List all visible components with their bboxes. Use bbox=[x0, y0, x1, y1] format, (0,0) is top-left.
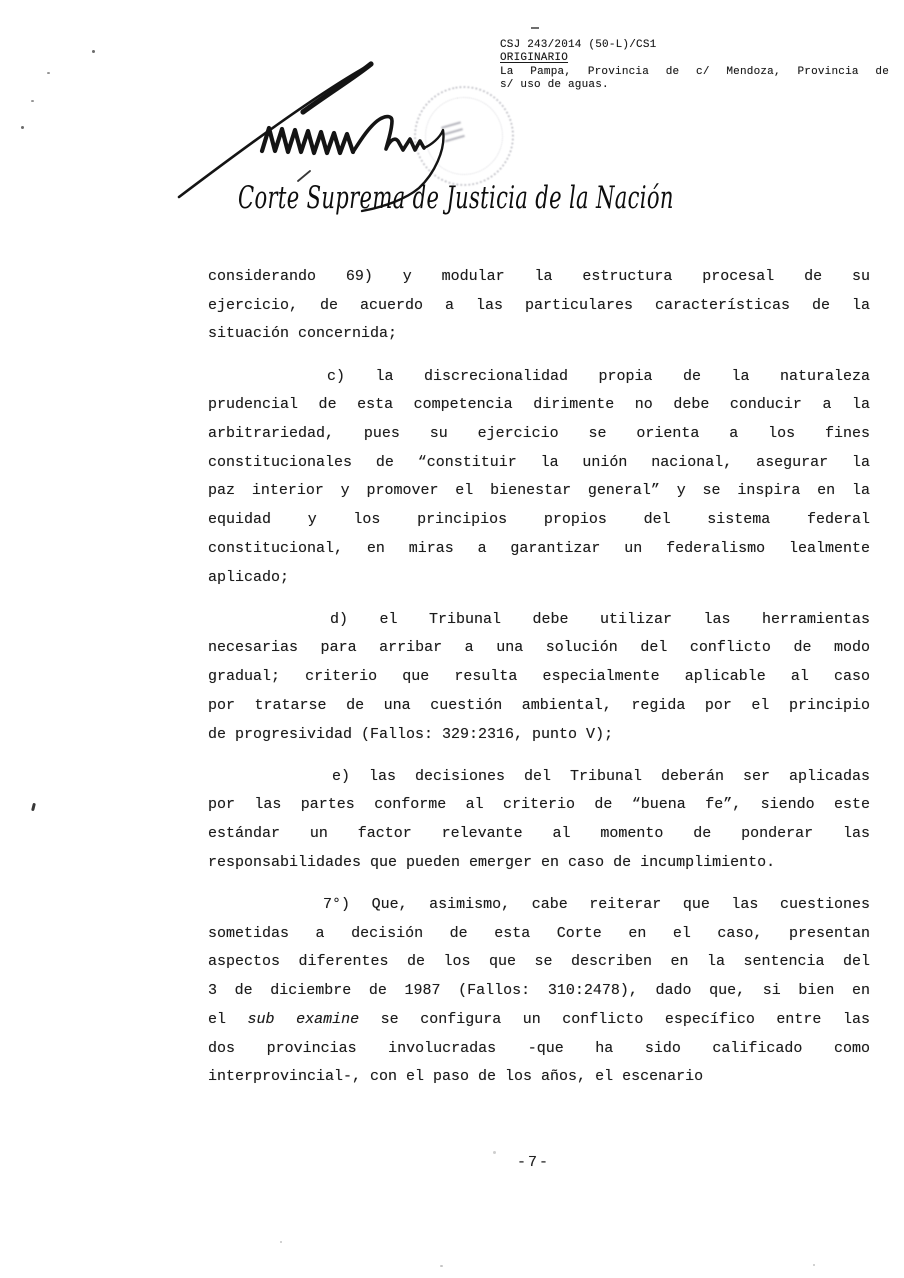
text-line: ejercicio, de acuerdo a las particulares características de la bbox=[208, 296, 870, 314]
text-line: prudencial de esta competencia dirimente no debe conducir a la bbox=[208, 396, 870, 414]
court-name-letterhead: Corte Suprema de Justicia de la Nación bbox=[238, 180, 674, 216]
paragraph bbox=[208, 263, 870, 349]
text-line: por tratarse de una cuestión ambiental, regida por el principio bbox=[208, 696, 870, 714]
text-line: arbitrariedad, pues su ejercicio se orienta a los fines bbox=[208, 425, 870, 443]
text-line: constitucional, en miras a garantizar un federalismo lealmente bbox=[208, 539, 870, 557]
case-header bbox=[500, 39, 889, 93]
text-line: situación concernida; bbox=[208, 325, 398, 343]
text-line: por las partes conforme al criterio de “buena fe”, siendo este bbox=[208, 796, 870, 814]
scan-speck bbox=[440, 1265, 443, 1267]
text-line: aplicado; bbox=[208, 568, 290, 586]
case-caption-line2: s/ uso de aguas. bbox=[500, 79, 609, 92]
text-line: 3 de diciembre de 1987 (Fallos: 310:2478), dado que, si bien en bbox=[208, 982, 870, 1000]
page-number: -7- bbox=[517, 1154, 551, 1171]
text-line: considerando 69) y modular la estructura procesal de su bbox=[208, 268, 870, 285]
text-line: aspectos diferentes de los que se describen en la sentencia del bbox=[208, 953, 870, 971]
text-line: paz interior y promover el bienestar general” y se inspira en la bbox=[208, 482, 870, 500]
text-line: sometidas a decisión de esta Corte en el caso, presentan bbox=[208, 924, 870, 942]
scan-speck bbox=[813, 1264, 815, 1266]
scan-speck bbox=[493, 1151, 496, 1154]
paragraph bbox=[208, 891, 870, 1092]
paragraph bbox=[208, 606, 870, 750]
text-line: 7°) Que, asimismo, cabe reiterar que las cuestiones bbox=[323, 896, 870, 914]
text-line: dos provincias involucradas -que ha sido calificado como bbox=[208, 1039, 870, 1057]
paragraph bbox=[208, 763, 870, 878]
text-line: d) el Tribunal debe utilizar las herramientas bbox=[330, 610, 870, 628]
case-type: ORIGINARIO bbox=[500, 52, 569, 65]
text-line: interprovincial-, con el paso de los años, el escenario bbox=[208, 1068, 704, 1086]
text-line: equidad y los principios propios del sistema federal bbox=[208, 511, 870, 529]
document-body bbox=[208, 263, 870, 1092]
paragraph bbox=[208, 363, 870, 593]
text-line: e) las decisiones del Tribunal deberán ser aplicadas bbox=[332, 767, 870, 785]
scan-speck bbox=[280, 1241, 282, 1243]
case-number: CSJ 243/2014 (50-L)/CS1 bbox=[500, 39, 657, 51]
text-line: de progresividad (Fallos: 329:2316, punto V); bbox=[208, 725, 614, 743]
text-line: c) la discrecionalidad propia de la naturaleza bbox=[327, 367, 870, 385]
text-line: gradual; criterio que resulta especialmente aplicable al caso bbox=[208, 668, 870, 686]
text-line: responsabilidades que pueden emerger en caso de incumplimiento. bbox=[208, 853, 776, 871]
text-line: el sub examine se configura un conflicto específico entre las bbox=[208, 1010, 870, 1028]
text-line: constitucionales de “constituir la unión nacional, asegurar la bbox=[208, 453, 870, 471]
text-line: estándar un factor relevante al momento de ponderar las bbox=[208, 825, 870, 843]
text-line: necesarias para arribar a una solución del conflicto de modo bbox=[208, 639, 870, 657]
case-caption-line1: La Pampa, Provincia de c/ Mendoza, Provincia de bbox=[500, 65, 889, 78]
